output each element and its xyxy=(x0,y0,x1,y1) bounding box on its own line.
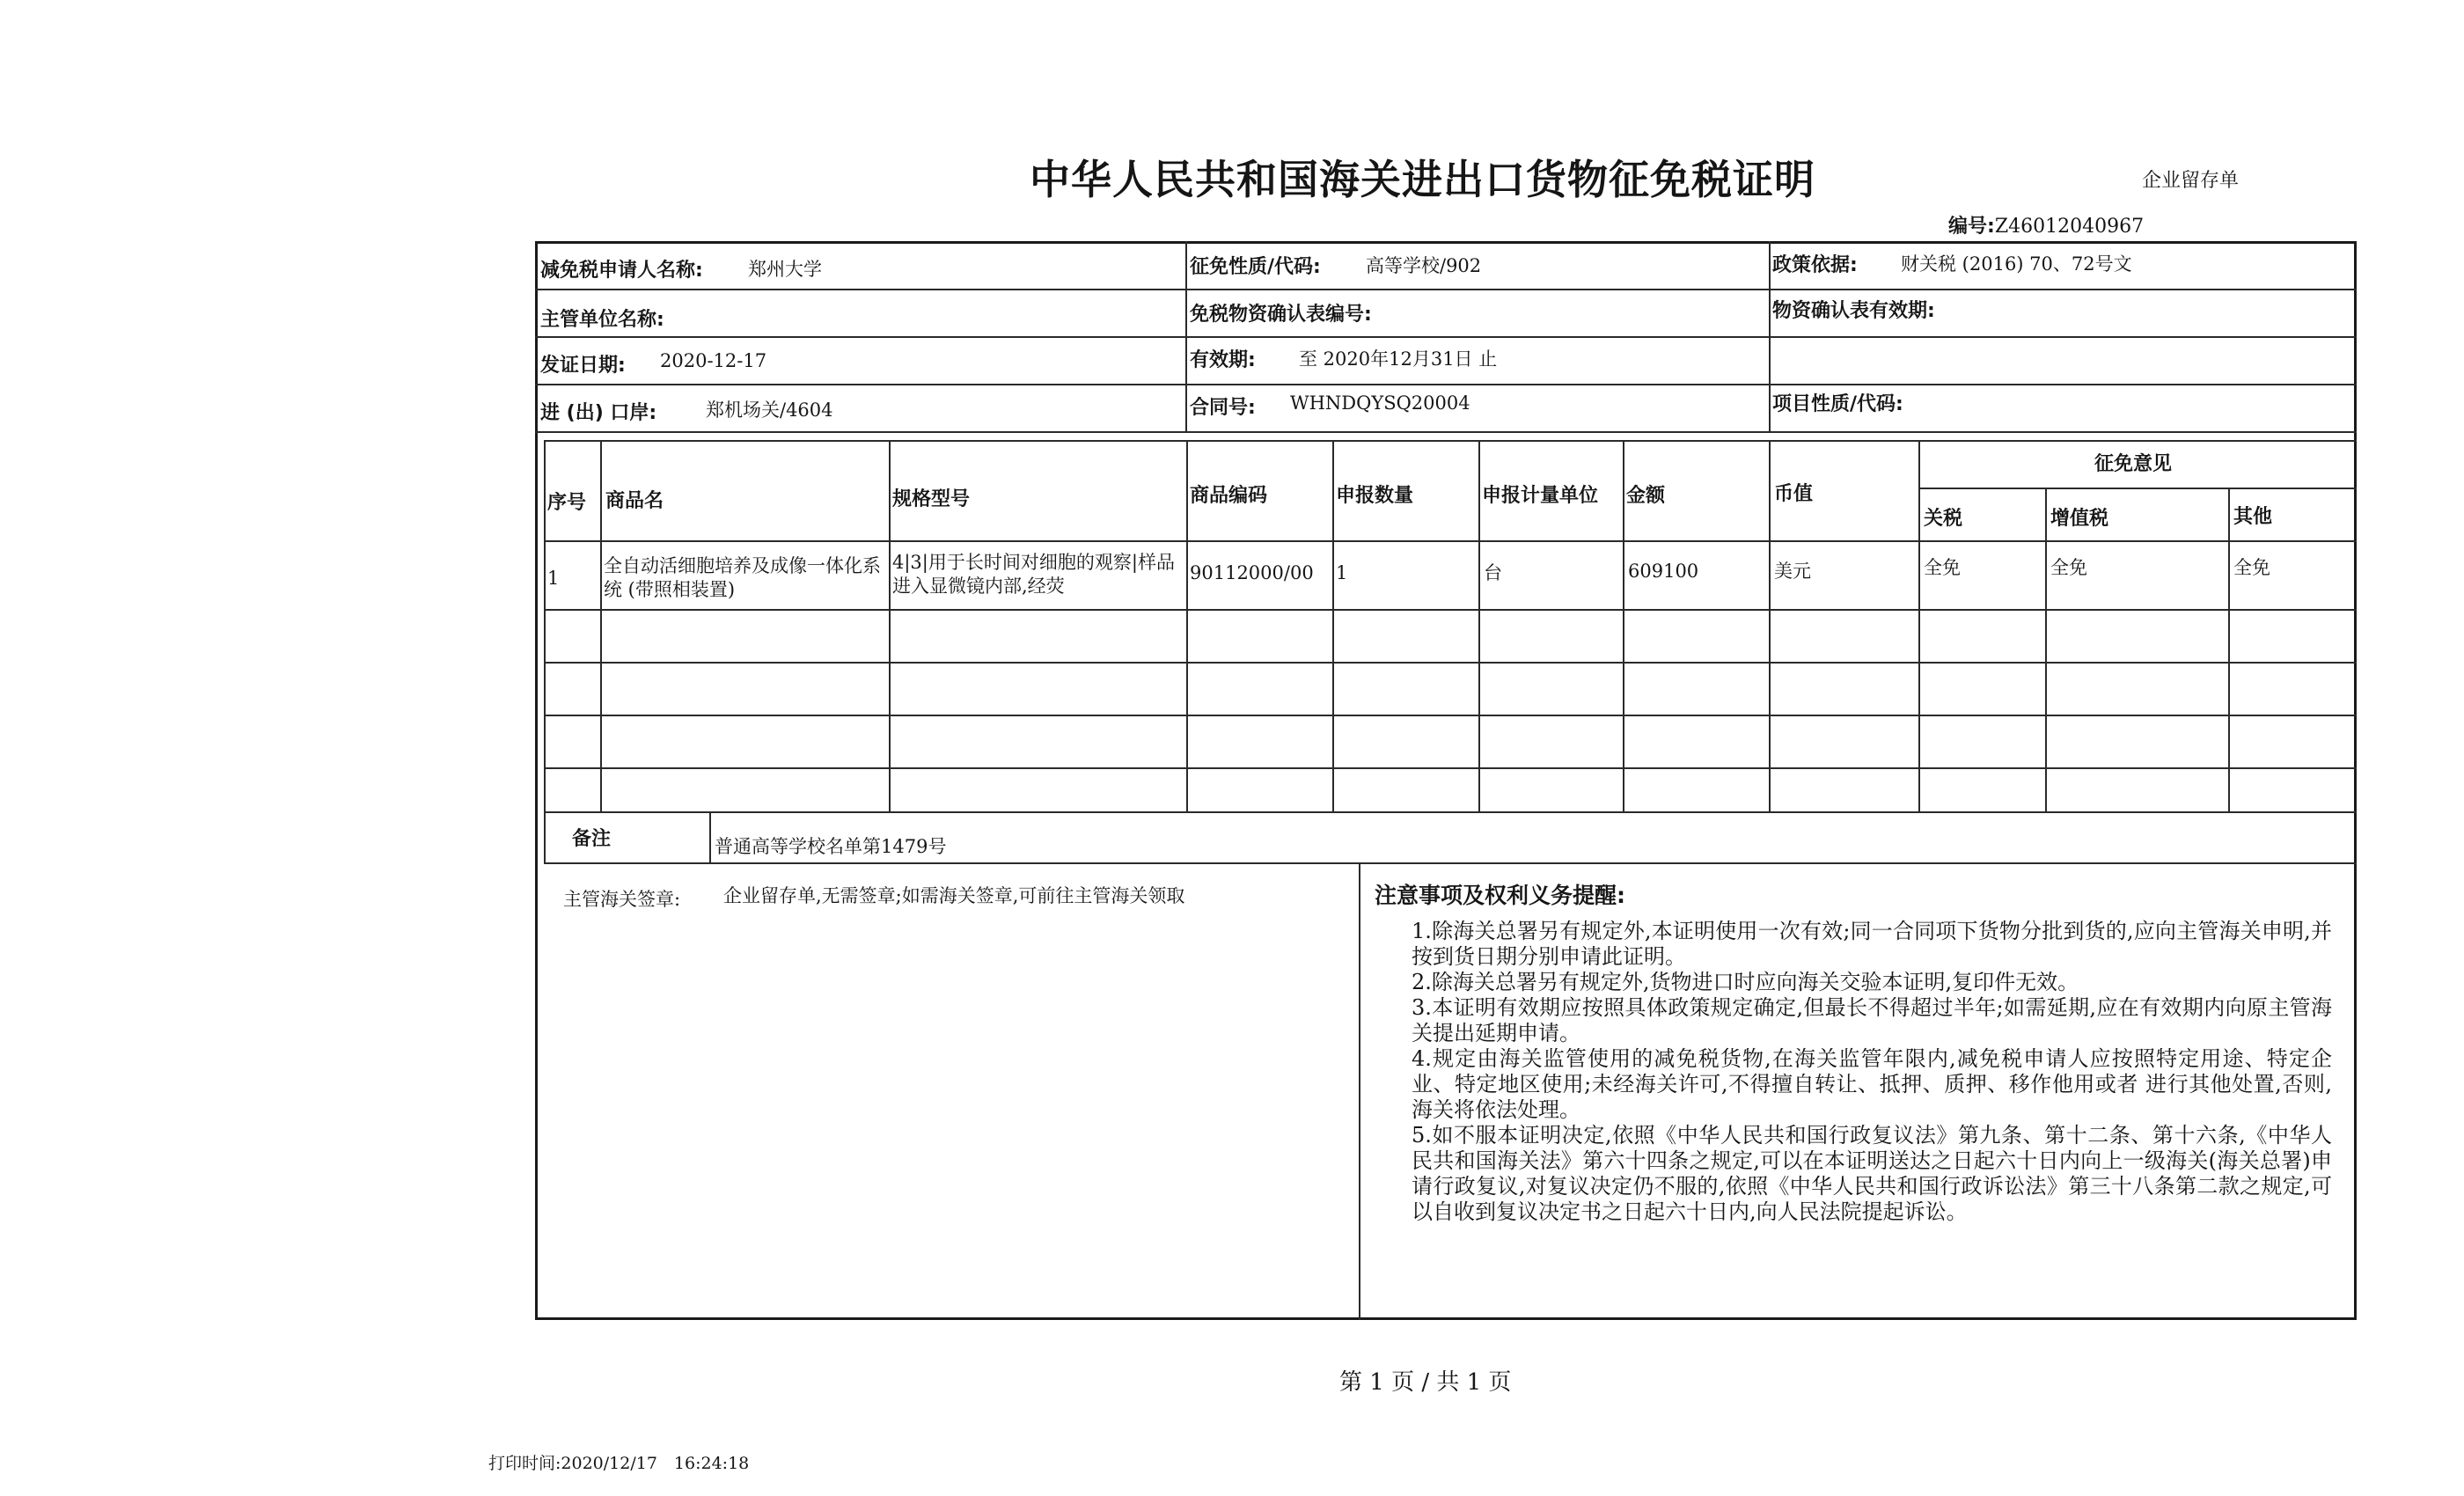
notice-item: 4.规定由海关监管使用的减免税货物,在海关监管年限内,减免税申请人应按照特定用途、特定企业、特定地区使用;未经海关许可,不得擅自转让、抵押、质押、移作他用或者 进行其他处置,否则,海关将依法处理。 xyxy=(1412,1046,2332,1122)
applicant-value: 郑州大学 xyxy=(748,259,822,280)
notice-item: 2.除海关总署另有规定外,货物进口时应向海关交验本证明,复印件无效。 xyxy=(1412,970,2079,994)
tax-nature-value: 高等学校/902 xyxy=(1366,255,1482,276)
applicant-label: 减免税申请人名称: xyxy=(540,260,703,282)
col-header-seq: 序号 xyxy=(547,492,587,514)
col-header-spec: 规格型号 xyxy=(892,488,971,510)
remarks-label: 备注 xyxy=(572,828,612,850)
goods-table-divider xyxy=(544,715,2357,716)
col-header-qty: 申报数量 xyxy=(1336,485,1414,507)
issue-date-label: 发证日期: xyxy=(540,355,626,377)
print-time-value: 2020/12/17 16:24:18 xyxy=(561,1454,750,1473)
goods-table-divider xyxy=(544,440,2357,442)
info-row-divider xyxy=(535,336,2357,338)
goods-table-divider xyxy=(544,767,2357,769)
serial-number-value: Z46012040967 xyxy=(1994,216,2145,238)
serial-number-label: 编号: xyxy=(1948,216,1995,238)
goods-table-divider xyxy=(1332,440,1334,811)
contract-number-label: 合同号: xyxy=(1190,397,1256,419)
project-nature-label: 项目性质/代码: xyxy=(1772,393,1903,415)
goods-table-divider xyxy=(544,811,2357,813)
port-label: 进 (出) 口岸: xyxy=(540,402,657,424)
info-row-divider xyxy=(535,289,2357,290)
row-1-currency: 美元 xyxy=(1774,561,1811,582)
goods-table-divider xyxy=(544,540,2357,542)
validity-value: 至 2020年12月31日 止 xyxy=(1299,348,1498,370)
notice-item: 1.除海关总署另有规定外,本证明使用一次有效;同一合同项下货物分批到货的,应向主管海关申明,并按到货日期分别申请此证明。 xyxy=(1412,919,2332,969)
issue-date-value: 2020-12-17 xyxy=(660,350,767,371)
authority-label: 主管单位名称: xyxy=(540,309,664,331)
remarks-divider xyxy=(544,862,2357,864)
tax-nature-label: 征免性质/代码: xyxy=(1190,256,1321,278)
print-time xyxy=(488,1450,749,1474)
goods-table-divider xyxy=(2045,488,2047,811)
notice-item: 5.如不服本证明决定,依照《中华人民共和国行政复议法》第九条、第十二条、第十六条,《中华人民共和国海关法》第六十四条之规定,可以在本证明送达之日起六十日内向上一级海关(海关总署)申请行政复议,对复议决定仍不服的,依照《中华人民共和国行政诉讼法》第三十八条第二款之规定,可以自收到复议决定书之日起六十日内,向人民法院提起诉讼。 xyxy=(1412,1123,2332,1224)
goods-table-divider xyxy=(1623,440,1624,811)
col-header-name: 商品名 xyxy=(605,490,664,512)
goods-table-divider xyxy=(1918,440,1920,811)
info-col-divider xyxy=(1185,241,1187,431)
col-header-code: 商品编码 xyxy=(1190,485,1268,507)
row-1-unit: 台 xyxy=(1484,562,1502,583)
goods-table-divider xyxy=(2228,488,2230,811)
goods-table-divider xyxy=(1769,440,1771,811)
row-1-other: 全免 xyxy=(2233,557,2270,578)
row-1-code: 90112000/00 xyxy=(1190,562,1314,583)
port-value: 郑机场关/4604 xyxy=(706,400,833,421)
col-header-customs-duty: 关税 xyxy=(1924,508,1963,530)
col-header-amount: 金额 xyxy=(1626,485,1666,507)
print-time-label: 打印时间: xyxy=(488,1454,561,1473)
contract-number-value: WHNDQYSQ20004 xyxy=(1290,392,1470,414)
col-header-opinion: 征免意见 xyxy=(2094,453,2173,475)
col-header-unit: 申报计量单位 xyxy=(1482,485,1599,507)
notice-list xyxy=(1412,919,2332,1225)
goods-table-divider xyxy=(544,440,546,862)
info-row-divider xyxy=(535,384,2357,385)
confirm-validity-label: 物资确认表有效期: xyxy=(1772,300,1935,322)
remarks-divider xyxy=(709,811,711,862)
row-1-qty: 1 xyxy=(1336,562,1348,583)
remarks-value: 普通高等学校名单第1479号 xyxy=(715,836,947,857)
info-row-divider xyxy=(535,431,2357,433)
goods-table-divider xyxy=(1186,440,1188,811)
customs-seal-label: 主管海关签章: xyxy=(563,889,681,910)
validity-label: 有效期: xyxy=(1190,349,1256,371)
goods-table-divider xyxy=(1920,488,2357,489)
col-header-vat: 增值税 xyxy=(2050,508,2109,530)
page-number: 第 1 页 / 共 1 页 xyxy=(1339,1369,1512,1396)
copy-type-label: 企业留存单 xyxy=(2142,170,2240,192)
goods-table-divider xyxy=(544,662,2357,664)
policy-basis-label: 政策依据: xyxy=(1772,254,1858,276)
row-1-amount: 609100 xyxy=(1628,561,1699,582)
info-col-divider xyxy=(1769,241,1771,431)
row-1-seq: 1 xyxy=(547,568,560,589)
row-1-name: 全自动活细胞培养及成像一体化系统 (带照相装置) xyxy=(604,555,881,600)
goods-table-divider xyxy=(889,440,891,811)
col-header-currency: 币值 xyxy=(1774,483,1814,505)
customs-seal-value: 企业留存单,无需签章;如需海关签章,可前往主管海关领取 xyxy=(723,885,1185,906)
notice-item: 3.本证明有效期应按照具体政策规定确定,但最长不得超过半年;如需延期,应在有效期内向原主管海关提出延期申请。 xyxy=(1412,995,2332,1045)
policy-basis-value: 财关税 (2016) 70、72号文 xyxy=(1901,253,2132,275)
bottom-section-divider xyxy=(1359,862,1360,1320)
goods-table-divider xyxy=(544,609,2357,611)
row-1-spec: 4|3|用于长时间对细胞的观察|样品进入显微镜内部,经荧 xyxy=(892,552,1175,597)
document-title: 中华人民共和国海关进出口货物征免税证明 xyxy=(1030,156,1815,203)
row-1-customs-duty: 全免 xyxy=(1924,557,1961,578)
goods-table-divider xyxy=(1478,440,1480,811)
serial-number xyxy=(1948,211,2144,238)
confirm-number-label: 免税物资确认表编号: xyxy=(1190,304,1372,326)
goods-table-divider xyxy=(600,440,602,811)
col-header-other: 其他 xyxy=(2233,506,2273,528)
row-1-vat: 全免 xyxy=(2050,557,2087,578)
notice-title: 注意事项及权利义务提醒: xyxy=(1375,883,1625,908)
